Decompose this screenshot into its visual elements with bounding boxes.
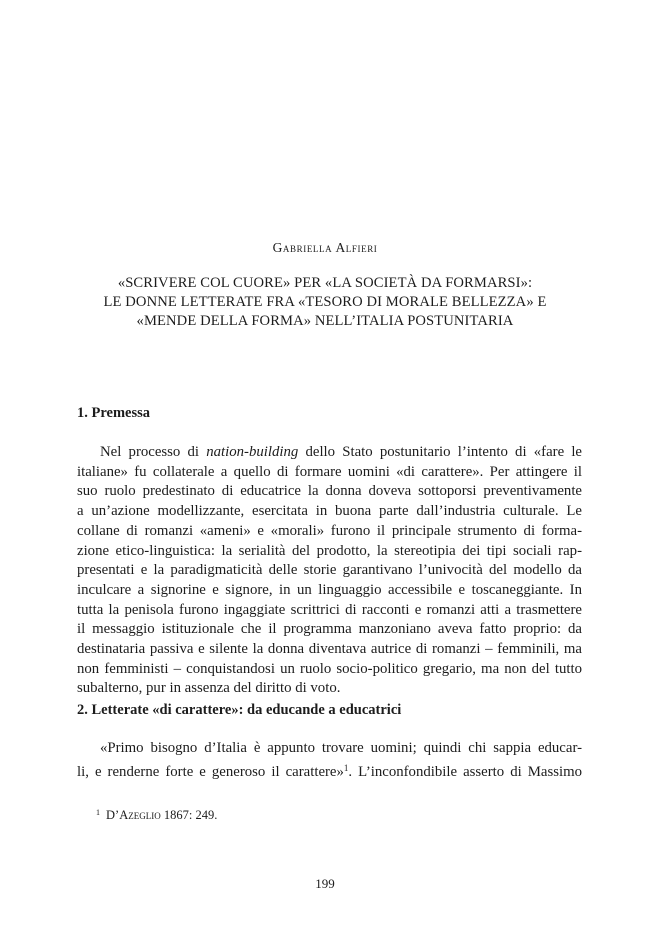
footnote-author: D’Azeglio [106,808,161,822]
text-line: a un’azione modellizzante, esercitata in buona parte dall’industria culturale. Le [77,503,582,520]
text-line: suo ruolo predestinato di educatrice la donna doveva sottoporsi preventivamente [77,483,582,500]
text-line: presentati e la paradigmaticità delle storie garantivano l’univocità del modello da [77,562,582,579]
text-line: destinataria passiva e silente la donna diventava autrice di romanzi – femminili, ma [77,641,582,658]
text-line: inculcare a signorine e signore, in un linguaggio accessibile e toscaneggiante. In [77,581,582,598]
title-line-3: «MENDE DELLA FORMA» NELL’ITALIA POSTUNITARIA [136,313,514,329]
paragraph-premessa [77,443,582,699]
text-line: li, e renderne forte e generoso il carattere»$^1$. L’inconfondibile asserto di Massimo [77,762,582,780]
page-number: 199 [315,876,335,891]
text-line: italiane» fu collaterale a quello di formare uomini «di carattere». Per attingere il [77,463,582,480]
text-line: non femministi – conquistandosi un ruolo socio-politico gregario, ma non del tutto [77,660,582,677]
section-heading-letterate: 2. Letterate «di carattere»: da educande a educatrici [77,702,402,718]
text-line: Nel processo di nation-building dello Stato postunitario l’intento di «fare le [100,444,582,460]
footnote-marker: 1 [96,808,100,817]
title-line-1: «SCRIVERE COL CUORE» PER «LA SOCIETÀ DA FORMARSI»: [117,275,533,291]
footnote-reference[interactable]: 1 [343,762,349,773]
section-heading-premessa: 1. Premessa [77,405,151,421]
text-line: tutta la penisola furono ingaggiate scrittrici di racconti e romanzi atti a trasmettere [77,601,582,618]
author-name: Gabriella Alfieri [272,240,378,255]
text-line: il messaggio istituzionale che il programma manzoniano aveva fatto proprio: da [77,621,582,638]
text-line: collane di romanzi «ameni» e «morali» furono il principale strumento di forma- [77,522,582,539]
article-title [40,274,610,331]
footnote [96,808,217,823]
paragraph-letterate [77,739,582,782]
text-line: zione etico-linguistica: la serialità del prodotto, la stereotipia dei tipi sociali rap- [77,542,582,559]
text-line: subalterno, pur in assenza del diritto di voto. [77,680,341,697]
title-line-2: LE DONNE LETTERATE FRA «TESORO DI MORALE BELLEZZA» E [103,294,547,310]
text-line: «Primo bisogno d’Italia è appunto trovare uomini; quindi chi sappia educar- [100,740,582,756]
emphasis-term: nation-building [206,444,299,460]
footnote-citation: 1867: 249. [163,808,218,822]
